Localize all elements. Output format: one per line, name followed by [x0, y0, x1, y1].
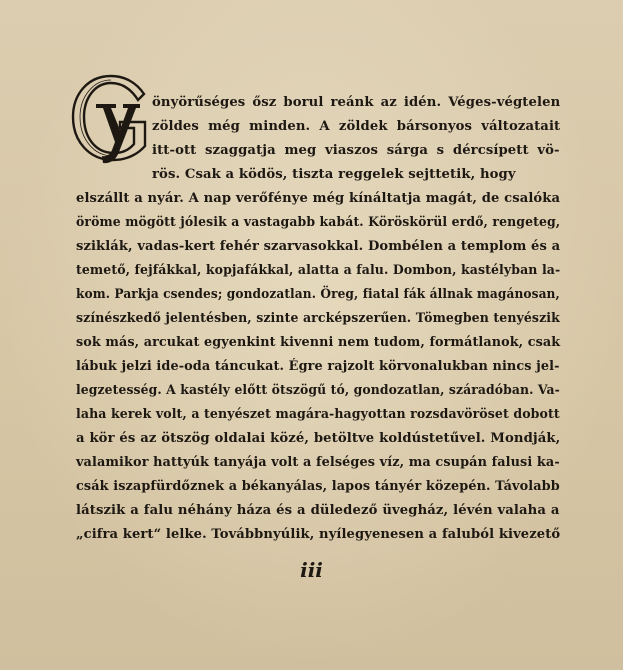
text-line: „cifra kert“ lelke. Továbbnyúlik, nyílegyenesen a faluból kivezető — [76, 527, 561, 542]
text-line: valamikor hattyúk tanyája volt a felséges víz, ma csupán falusi ka- — [76, 455, 560, 470]
text-line: önyörűséges ősz borul reánk az idén. Véges-végtelen — [152, 95, 561, 110]
page-number: iii — [300, 558, 323, 582]
text-line: sziklák, vadas-kert fehér szarvasokkal. Dombélen a templom és a — [76, 239, 561, 254]
text-line: elszállt a nyár. A nap verőfénye még kínáltatja magát, de csalóka — [76, 191, 561, 206]
text-line: öröme mögött jólesik a vastagabb kabát. Köröskörül erdő, rengeteg, — [76, 215, 561, 230]
text-line: zöldes még minden. A zöldek bársonyos változatait — [152, 119, 561, 134]
ornamental-initial-gy — [64, 70, 160, 166]
text-line: csák iszapfürdőznek a békanyálas, lapos tányér közepén. Távolabb — [76, 479, 560, 494]
text-line: legzetesség. A kastély előtt ötszögű tó, gondozatlan, száradóban. Va- — [76, 383, 560, 398]
text-line: sok más, arcukat egyenkint kivenni nem tudom, formátlanok, csak — [76, 335, 561, 350]
text-line: látszik a falu néhány háza és a düledező üvegház, lévén valaha a — [76, 503, 560, 518]
text-line: a kör és az ötszög oldalai közé, betöltve koldústetűvel. Mondják, — [76, 431, 561, 446]
text-line: laha kerek volt, a tenyészet magára-hagyottan rozsdavöröset dobott — [76, 407, 560, 422]
text-line: színészkedő jelentésben, szinte arcképszerűen. Tömegben tenyészik — [76, 311, 560, 326]
text-line: rös. Csak a ködös, tiszta reggelek sejttetik, hogy — [152, 167, 516, 182]
text-line: lábuk jelzi ide-oda táncukat. Égre rajzolt körvonalukban nincs jel- — [76, 359, 560, 374]
text-line: kom. Parkja csendes; gondozatlan. Öreg, fiatal fák állnak magánosan, — [76, 287, 560, 302]
text-line: temető, fejfákkal, kopjafákkal, alatta a falu. Dombon, kastélyban la- — [76, 263, 561, 278]
text-line: itt-ott szaggatja meg viaszos sárga s dércsípett vö- — [152, 143, 560, 158]
